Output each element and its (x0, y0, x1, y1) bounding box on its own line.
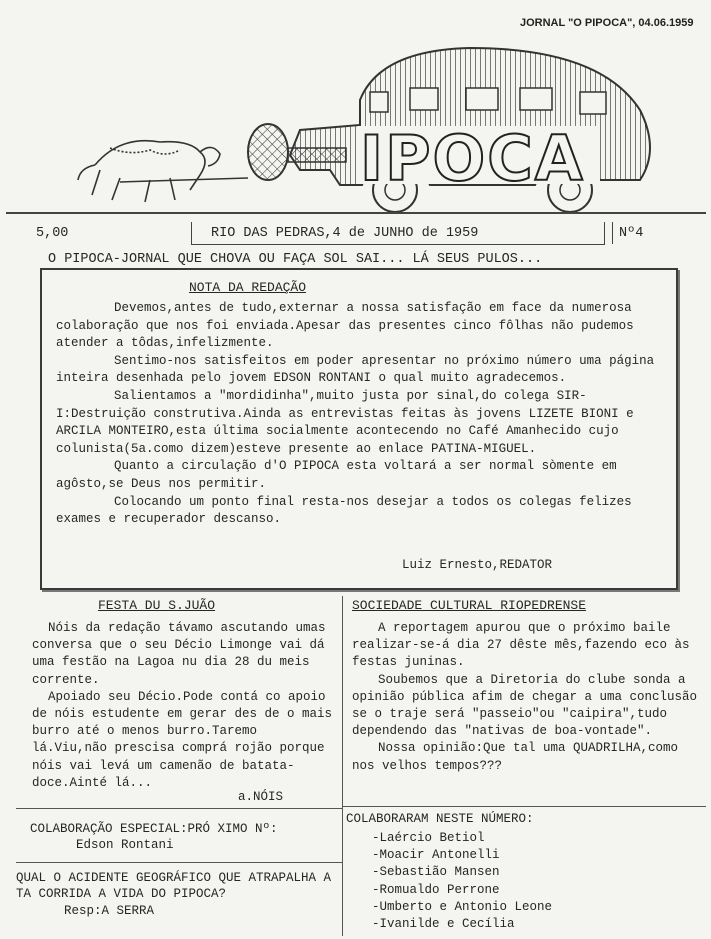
special-collab-label: COLABORAÇÃO ESPECIAL:PRÓ XIMO Nº: (30, 822, 278, 836)
masthead-illustration (0, 30, 711, 220)
editorial-paragraph: Salientamos a "mordidinha",muito justa por sinal,do colega SIR-I:Destruição construtiva.Ainda as entrevistas feitas às jovens LIZETE BIONI e ARCILA MONTEIRO,esta última socialmente acontecendo no Café Amanhecido cujo colunista(5a.como dizem)esteve presente ao enlace PATINA-MIGUEL. (56, 388, 634, 456)
contributor-item: -Sebastião Mansen (372, 865, 500, 880)
quiz-answer: Resp:A SERRA (64, 904, 155, 918)
festa-signature: a.NÓIS (238, 790, 284, 804)
society-title: SOCIEDADE CULTURAL RIOPEDRENSE (352, 598, 587, 613)
contributor-item: -Moacir Antonelli (372, 848, 500, 863)
editorial-signature: Luiz Ernesto,REDATOR (402, 558, 553, 572)
contributor-item: -Laércio Betiol (372, 831, 485, 845)
motto: O PIPOCA-JORNAL QUE CHOVA OU FAÇA SOL SAI... LÁ SEUS PULOS... (48, 252, 543, 267)
price: 5,00 (36, 226, 69, 241)
car-grille (288, 148, 346, 162)
issue-number: Nº4 (619, 226, 644, 241)
column-divider (342, 596, 343, 936)
editorial-box (40, 268, 678, 590)
contributors-label: COLABORARAM NESTE NÚMERO: (346, 812, 534, 826)
festa-paragraph: Nóis da redação távamo ascutando umas conversa que o seu Décio Limonge vai dá uma festão na Lagoa nu dia 28 du meis corrente. (32, 621, 326, 687)
section-rule (16, 862, 342, 863)
car-window (370, 92, 388, 112)
quiz-question: QUAL O ACIDENTE GEOGRÁFICO QUE ATRAPALHA A TA CORRIDA A VIDA DO PIPOCA? (16, 871, 332, 901)
car-window (520, 88, 552, 110)
car-window (410, 88, 438, 110)
society-body (352, 620, 706, 775)
contributor-item: -Ivanilde e Cecília (372, 917, 515, 932)
header-row (6, 222, 706, 248)
editorial-paragraph: Colocando um ponto final resta-nos desejar a todos os colegas felizes exames e recuperador descanso. (56, 494, 632, 527)
contributors-list (372, 830, 552, 933)
society-paragraph: Soubemos que a Diretoria do clube sonda a opinião pública afim de chegar a uma conclusão se o traje será "passeio"ou "caipira",tudo dependendo das "nativas de boa-vontade". (352, 672, 698, 739)
editorial-paragraph: Devemos,antes de tudo,externar a nossa satisfação em face da numerosa colaboração que nos foi enviada.Apesar das presentes cinco fôlhas não pudemos atender a tôdas,infelizmente. (56, 301, 634, 351)
bull-drawing (78, 141, 220, 202)
source-reference: JORNAL "O PIPOCA", 04.06.1959 (520, 17, 694, 29)
contributor-item: -Umberto e Antonio Leone (372, 899, 553, 914)
car-headlight (248, 124, 288, 180)
section-rule (16, 808, 342, 809)
festa-title: FESTA DU S.JUÃO (98, 598, 216, 613)
car-window (466, 88, 498, 110)
dateline: RIO DAS PEDRAS,4 de JUNHO de 1959 (211, 226, 479, 241)
festa-body (32, 620, 338, 792)
editorial-paragraph: Sentimo-nos satisfeitos em poder apresentar no próximo número uma página inteira desenhada pelo jovem EDSON RONTANI o qual muito agradecemos. (56, 353, 655, 386)
section-rule (342, 806, 706, 807)
contributor-item: -Romualdo Perrone (372, 882, 500, 897)
festa-paragraph: Apoiado seu Décio.Pode contá co apoio de nóis estudente em gerar des de o mais burro até o menos burro.Taremo lá.Viu,não prescisa comprá rojão porque nóis vai levá um camenão de batata-doce.Ainté lá... (32, 689, 333, 790)
editorial-paragraph: Quanto a circulação d'O PIPOCA esta voltará a ser normal sòmente em agôsto,se Deus nos permitir. (56, 459, 617, 491)
masthead-ground-line (6, 212, 706, 214)
editorial-body (56, 300, 662, 529)
masthead-title: IPOCA (360, 122, 585, 195)
special-collab-name: Edson Rontani (76, 838, 174, 852)
editorial-title: NOTA DA REDAÇÃO (189, 280, 307, 295)
society-paragraph: Nossa opinião:Que tal uma QUADRILHA,como nos velhos tempos??? (352, 741, 679, 773)
society-paragraph: A reportagem apurou que o próximo baile realizar-se-á dia 27 dêste mês,fazendo eco às festas juninas. (352, 621, 690, 670)
car-window (580, 92, 606, 114)
